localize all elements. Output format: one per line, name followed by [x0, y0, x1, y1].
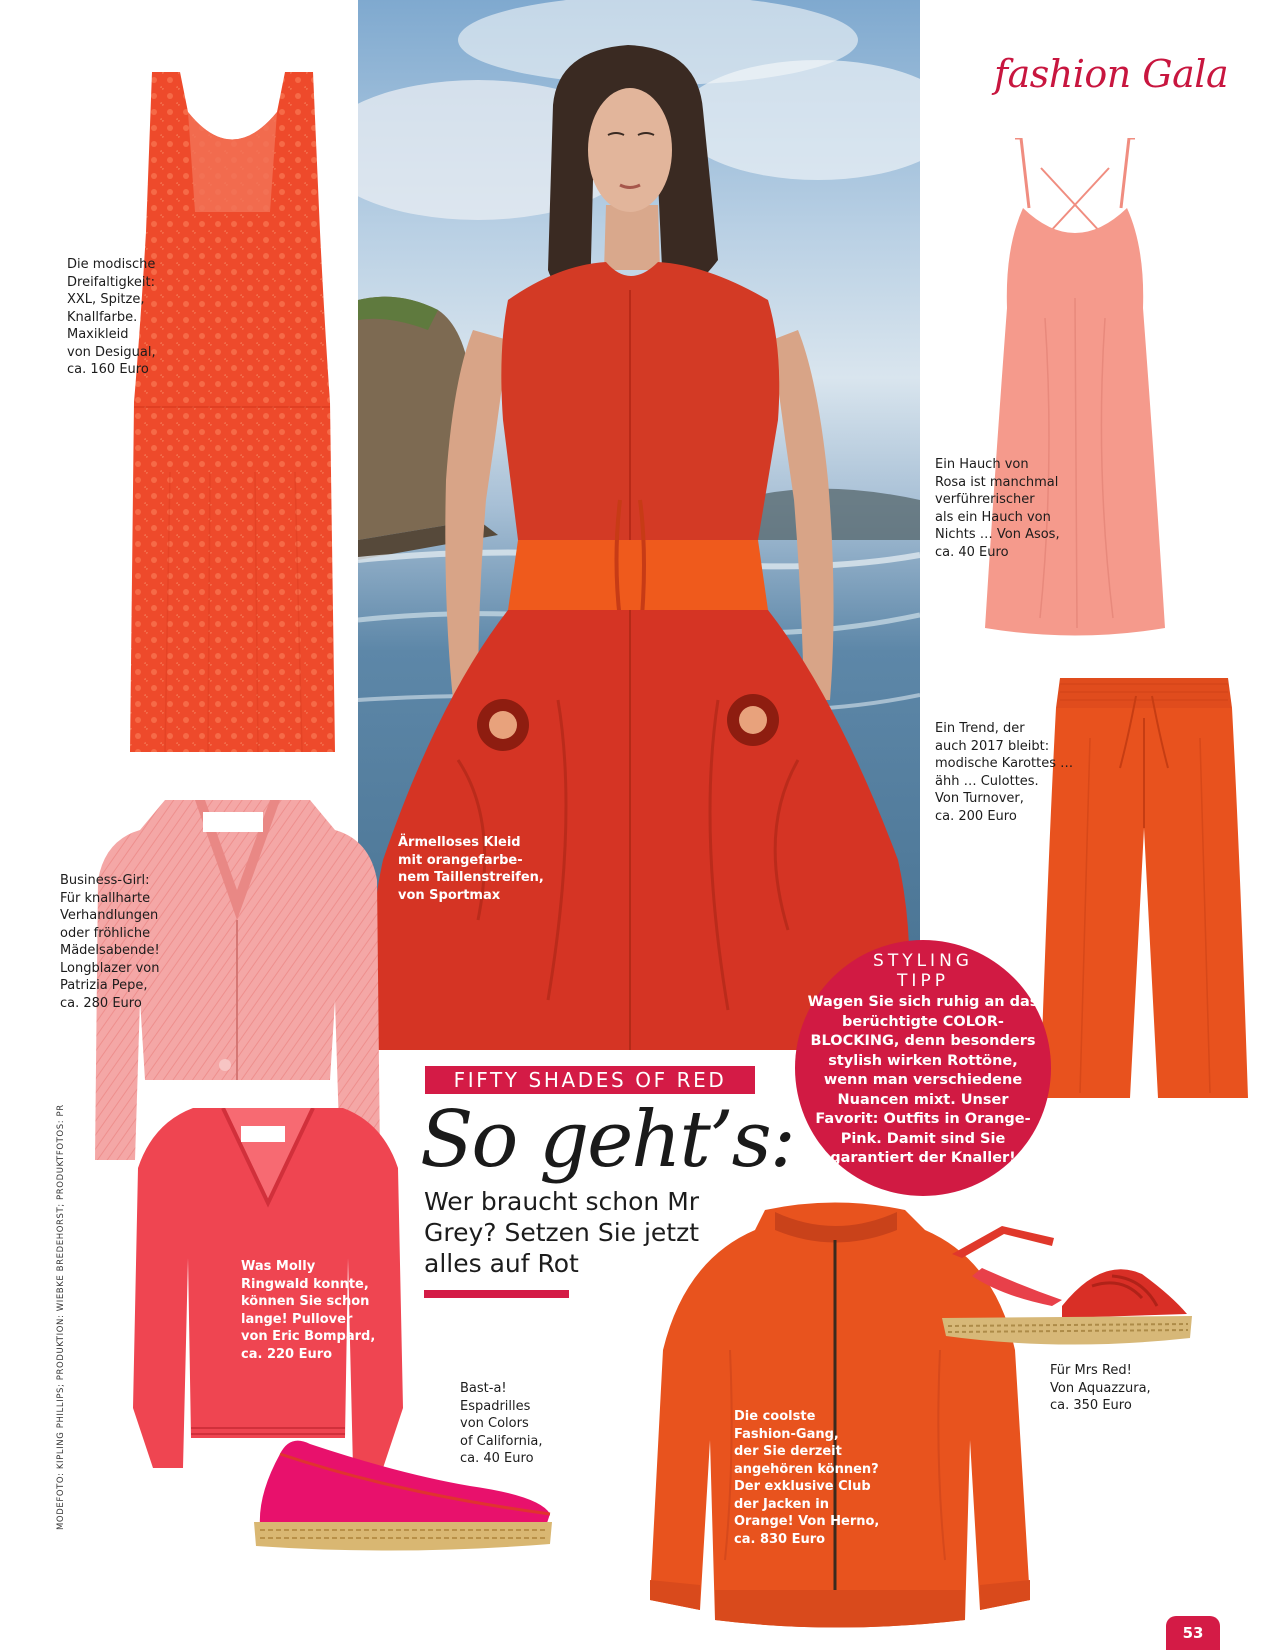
headline: So geht’s:	[420, 1095, 794, 1185]
blazer-caption: Business-Girl: Für knallharte Verhandlungen oder fröhliche Mädelsabende! Longblazer von Patrizia Pepe, ca. 280 Euro	[60, 873, 160, 1011]
styling-tip-title: STYLING TIPP	[873, 951, 973, 991]
styling-tip-body: Wagen Sie sich ruhig an das berüchtigte COLOR-BLOCKING, denn besonders stylish wirken Rottöne, wenn man verschiedene Nuancen mixt. Unser Favorit: Outfits in Orange-Pink. Damit sind Sie garantiert der Knaller!	[807, 994, 1039, 1166]
title-rule	[424, 1290, 569, 1298]
photo-credits: MODEFOTO: KIPLING PHILLIPS; PRODUKTION: WIEBKE BREDEHORST; PRODUKTFOTOS: PR	[56, 1104, 66, 1530]
espadrilles-caption: Bast-a! Espadrilles von Colors of California, ca. 40 Euro	[460, 1381, 543, 1466]
pullover-caption: Was Molly Ringwald konnte, können Sie schon lange! Pullover von Eric Bompard, ca. 220 Euro	[241, 1259, 376, 1362]
slip-dress-caption: Ein Hauch von Rosa ist manchmal verführerischer als ein Hauch von Nichts … Von Asos, ca. 40 Euro	[935, 457, 1060, 560]
subheadline: Wer braucht schon Mr Grey? Setzen Sie jetzt alles auf Rot	[424, 1187, 700, 1278]
maxi-dress-image	[130, 72, 335, 752]
hero-caption: Ärmelloses Kleid mit orangefarbe- nem Taillenstreifen, von Sportmax	[398, 835, 544, 903]
culottes-caption: Ein Trend, der auch 2017 bleibt: modische Karottes … ähh … Culottes. Von Turnover, ca. 200 Euro	[935, 721, 1074, 824]
jacket-caption: Die coolste Fashion-Gang, der Sie derzeit angehören können? Der exklusive Club der Jacken in Orange! Von Herno, ca. 830 Euro	[734, 1409, 880, 1547]
kicker-text: FIFTY SHADES OF RED	[453, 1068, 727, 1092]
sandals-image	[942, 1226, 1194, 1354]
brand-logo: fashion Gala	[994, 52, 1229, 96]
sandals-caption: Für Mrs Red! Von Aquazzura, ca. 350 Euro	[1050, 1363, 1151, 1413]
page-number: 53	[1182, 1624, 1204, 1642]
page-number-tab	[1166, 1616, 1220, 1650]
slip-dress-image	[985, 138, 1165, 638]
maxi-dress-caption: Die modische Dreifaltigkeit: XXL, Spitze, Knallfarbe. Maxikleid von Desigual, ca. 160 Euro	[67, 257, 156, 377]
